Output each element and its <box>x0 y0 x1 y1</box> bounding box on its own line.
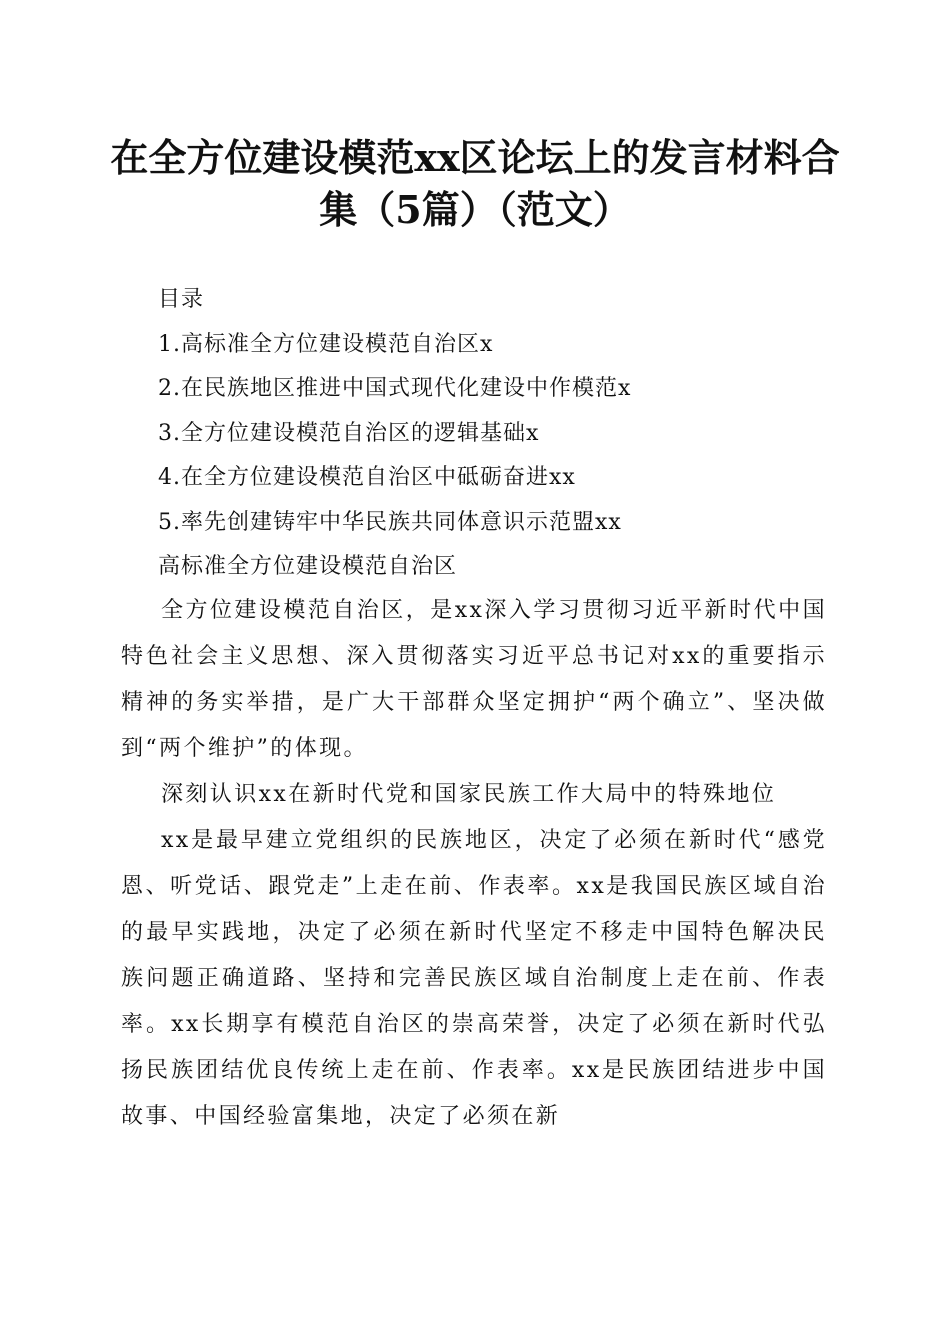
paragraph: 全方位建设模范自治区，是xx深入学习贯彻习近平新时代中国特色社会主义思想、深入贯彻落实习近平总书记对xx的重要指示精神的务实举措，是广大干部群众坚定拥护“两个确立”、坚决做到“两个维护”的体现。 <box>121 598 827 761</box>
toc-heading: 目录 <box>158 287 205 312</box>
paragraph: xx是最早建立党组织的民族地区，决定了必须在新时代“感党恩、听党话、跟党走”上走在前、作表率。xx是我国民族区域自治的最早实践地，决定了必须在新时代坚定不移走中国特色解决民族问题正确道路、坚持和完善民族区域自治制度上走在前、作表率。xx长期享有模范自治区的崇高荣誉，决定了必须在新时代弘扬民族团结优良传统上走在前、作表率。xx是民族团结进步中国故事、中国经验富集地，决定了必须在新 <box>121 828 827 1129</box>
title-line-1: 在全方位建设模范xx区论坛上的发言材料合 <box>110 135 840 180</box>
toc-item: 1.高标准全方位建设模范自治区x <box>158 331 494 357</box>
toc-item: 4.在全方位建设模范自治区中砥砺奋进xx <box>158 465 576 490</box>
table-of-contents <box>158 278 858 590</box>
toc-item: 3.全方位建设模范自治区的逻辑基础x <box>158 420 540 446</box>
toc-item: 2.在民族地区推进中国式现代化建设中作模范x <box>158 376 632 401</box>
document-body <box>121 588 827 1140</box>
subheading: 深刻认识xx在新时代党和国家民族工作大局中的特殊地位 <box>161 782 777 807</box>
section-title: 高标准全方位建设模范自治区 <box>158 554 458 579</box>
toc-item: 5.率先创建铸牢中华民族共同体意识示范盟xx <box>158 509 622 535</box>
document-title <box>110 132 840 236</box>
title-line-2: 集（5篇）（范文） <box>319 187 631 232</box>
